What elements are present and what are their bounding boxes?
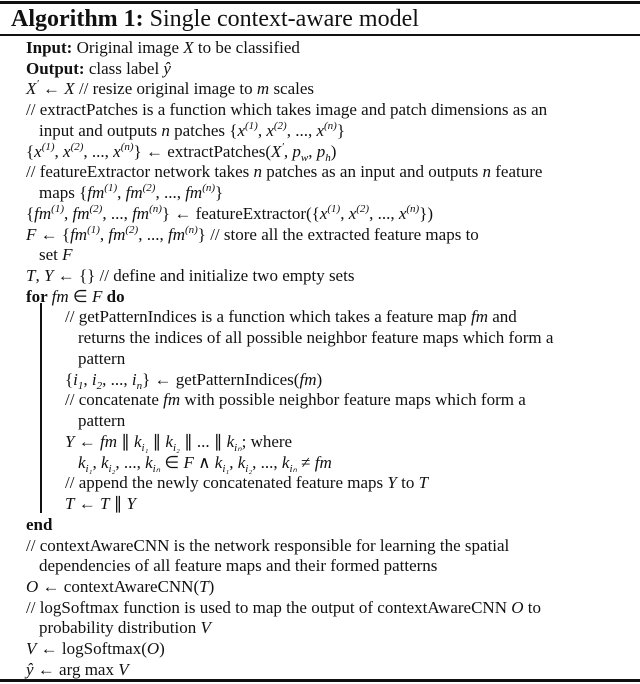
line-text: // resize original image to [74, 79, 257, 99]
math-symbol: k [100, 452, 109, 472]
line-text: pattern [78, 348, 126, 368]
math-symbol: k [226, 431, 235, 451]
algorithm-line [26, 142, 336, 163]
math-symbol: x [316, 120, 324, 140]
line-text: // featureExtractor network takes [26, 162, 254, 182]
math-symbol: (n) [406, 202, 420, 215]
algorithm-line [39, 183, 223, 204]
algorithm-line [26, 660, 129, 681]
math-symbol: (2) [273, 119, 287, 132]
line-text: ∥ [116, 431, 134, 451]
math-symbol: x [319, 203, 328, 223]
math-symbol: 1 [77, 379, 84, 392]
math-symbol: n [253, 162, 263, 182]
math-symbol: T [418, 473, 429, 493]
line-text: } ← getPatternIndices( [142, 369, 300, 389]
math-symbol: T [199, 576, 209, 596]
line-text: ← {} // define and initialize two empty sets [53, 266, 355, 286]
line-text: , [340, 203, 349, 223]
algorithm-line [78, 453, 332, 474]
algorithm-line [65, 494, 136, 515]
line-text: to [396, 473, 419, 493]
line-text: , [83, 369, 92, 389]
math-symbol: fm [108, 224, 126, 244]
line-text: , ..., [138, 224, 168, 244]
line-text: ; where [241, 431, 293, 451]
line-text: { [26, 203, 35, 223]
math-symbol: (n) [120, 140, 134, 153]
math-symbol: n [482, 162, 492, 182]
line-text: ) [208, 576, 215, 596]
math-symbol: h [325, 151, 331, 164]
algorithm-line [78, 328, 553, 349]
math-symbol: w [300, 151, 309, 164]
algorithm-line [26, 204, 433, 225]
algorithm-line [65, 432, 292, 453]
algorithm-line [78, 411, 125, 432]
math-symbol: (n) [202, 182, 216, 195]
keyword: Output: [26, 58, 85, 78]
line-text: set [39, 245, 63, 265]
line-text: , ..., [252, 452, 282, 472]
algorithm-line [65, 473, 428, 494]
math-symbol: fm [185, 183, 203, 203]
math-symbol: iₙ [152, 462, 161, 475]
math-symbol: ′ [281, 140, 284, 153]
math-symbol: iₙ [289, 462, 297, 475]
keyword: for [26, 286, 52, 306]
math-symbol: fm [99, 431, 117, 451]
keyword: end [26, 514, 53, 534]
math-symbol: k [133, 431, 142, 451]
math-symbol: i₂ [245, 462, 253, 475]
algorithm-line [65, 307, 517, 328]
math-symbol: 2 [96, 379, 103, 392]
algorithm-line [39, 556, 437, 577]
math-symbol: V [200, 618, 211, 638]
math-symbol: T [99, 494, 110, 514]
line-text: } ← featureExtractor({ [161, 203, 320, 223]
for-loop-bar [40, 303, 42, 512]
math-symbol: i [131, 369, 137, 389]
math-symbol: fm [167, 224, 185, 244]
math-symbol: (1) [327, 202, 341, 215]
line-text: scales [269, 79, 315, 99]
line-text: }) [419, 203, 434, 223]
math-symbol: ′ [36, 78, 39, 91]
algorithm-line [65, 390, 526, 411]
algorithm-line [26, 266, 354, 287]
math-symbol: x [34, 141, 42, 161]
line-text: // extractPatches is a function which takes image and patch dimensions as an [26, 100, 548, 120]
algorithm-line [26, 162, 542, 183]
math-symbol: T [26, 266, 36, 286]
math-symbol: k [145, 452, 153, 472]
line-text: maps { [39, 183, 88, 203]
math-symbol: i₁ [85, 462, 93, 475]
math-symbol: Y [387, 473, 397, 493]
math-symbol: (1) [245, 119, 258, 132]
line-text: to be classified [193, 38, 300, 57]
line-text: , ..., [102, 203, 133, 223]
math-symbol: fm [163, 390, 181, 410]
math-symbol: fm [125, 183, 143, 203]
math-symbol: F [26, 224, 37, 244]
algorithm-line [26, 59, 171, 80]
math-symbol: F [62, 245, 73, 265]
line-text: class label [84, 58, 164, 78]
line-text: patches { [169, 120, 238, 140]
algorithm-title: Single context-aware model [149, 6, 419, 32]
line-text: , ..., [286, 120, 317, 140]
line-text: } ← extractPatches( [133, 141, 272, 161]
math-symbol: F [183, 452, 194, 472]
math-symbol: O [511, 597, 524, 617]
line-text: dependencies of all feature maps and their formed patterns [39, 556, 438, 576]
algorithm-line [26, 598, 541, 619]
math-symbol: fm [470, 307, 488, 327]
math-symbol: (n) [149, 202, 162, 215]
algorithm-line [26, 225, 479, 246]
math-symbol: p [292, 141, 301, 161]
math-symbol: Y [43, 266, 54, 286]
line-text: , [308, 141, 317, 161]
math-symbol: (2) [89, 202, 103, 215]
math-symbol: x [113, 141, 121, 161]
line-text: , [117, 183, 126, 203]
line-text: , [229, 452, 238, 472]
math-symbol: k [165, 431, 173, 451]
math-symbol: x [348, 203, 357, 223]
algorithm-line [26, 536, 509, 557]
math-symbol: k [78, 452, 86, 472]
math-symbol: i₂ [172, 441, 180, 454]
line-text: , ..., [115, 452, 146, 472]
math-symbol: m [256, 79, 270, 99]
caption-rule [0, 34, 640, 36]
math-symbol: F [91, 286, 103, 306]
math-symbol: x [266, 120, 274, 140]
line-text: // getPatternIndices is a function which takes a feature map [65, 307, 471, 327]
line-text: ≠ [296, 452, 315, 472]
math-symbol: (n) [184, 223, 198, 236]
line-text: // concatenate [65, 390, 164, 410]
line-text: } // store all the extracted feature maps to [197, 224, 479, 244]
math-symbol: (1) [87, 223, 100, 236]
line-text: ← logSoftmax( [36, 639, 147, 659]
algorithm-line [26, 100, 547, 121]
line-text: and [487, 307, 517, 327]
math-symbol: ŷ [26, 659, 34, 679]
algorithm-label: Algorithm 1: [11, 6, 144, 32]
math-symbol: x [237, 120, 245, 140]
line-text: // contextAwareCNN is the network responsible for learning the spatial [26, 535, 510, 555]
math-symbol: iₙ [234, 441, 242, 454]
math-symbol: k [214, 452, 223, 472]
line-text: ∈ [68, 286, 92, 306]
line-text: input and outputs [39, 120, 162, 140]
math-symbol: i₁ [141, 441, 149, 454]
algorithm-line [39, 121, 345, 142]
line-text: Original image [72, 38, 184, 57]
math-symbol: (2) [142, 182, 156, 195]
math-symbol: (n) [324, 119, 337, 132]
math-symbol: fm [70, 224, 88, 244]
line-text: , [99, 224, 109, 244]
line-text: // append the newly concatenated feature maps [65, 473, 388, 493]
line-text: } [336, 120, 345, 140]
line-text: ∈ [160, 452, 184, 472]
math-symbol: k [237, 452, 246, 472]
line-text: ∥ ... ∥ [179, 431, 227, 451]
math-symbol: O [26, 576, 39, 596]
line-text: , [283, 141, 293, 161]
math-symbol: V [118, 659, 129, 679]
line-text: ∥ [109, 494, 127, 514]
math-symbol: (2) [125, 223, 139, 236]
algorithm-line [26, 515, 52, 536]
math-symbol: x [398, 203, 407, 223]
line-text: , [64, 203, 73, 223]
algorithm-line [26, 577, 214, 598]
algorithm-line [65, 370, 322, 391]
line-text: feature [491, 162, 543, 182]
line-text: patches as an input and outputs [262, 162, 483, 182]
math-symbol: X [26, 79, 37, 99]
algorithm-line [39, 245, 73, 266]
line-text: ← { [36, 224, 71, 244]
math-symbol: fm [87, 183, 105, 203]
math-symbol: fm [51, 286, 69, 306]
line-text: , ..., [83, 141, 114, 161]
math-symbol: fm [314, 452, 332, 472]
math-symbol: i [73, 369, 78, 389]
line-text: // logSoftmax function is used to map the output of contextAwareCNN [26, 597, 512, 617]
line-text: with possible neighbor feature maps which form a [180, 390, 526, 410]
math-symbol: n [161, 120, 170, 140]
line-text: ) [316, 369, 323, 389]
line-text: ∧ [193, 452, 215, 472]
line-text: ← [74, 494, 100, 514]
line-text: , [35, 266, 44, 286]
math-symbol: i₁ [222, 462, 230, 475]
line-text: , ..., [102, 369, 132, 389]
line-text: } [215, 183, 224, 203]
line-text: { [26, 141, 35, 161]
math-symbol: Y [65, 431, 75, 451]
math-symbol: Y [126, 494, 136, 514]
math-symbol: i [91, 369, 97, 389]
math-symbol: (1) [104, 182, 118, 195]
algorithm-caption [11, 4, 419, 34]
math-symbol: ŷ [163, 58, 171, 78]
math-symbol: (2) [356, 202, 370, 215]
math-symbol: V [26, 639, 37, 659]
line-text: returns the indices of all possible neighbor feature maps which form a [78, 328, 554, 348]
line-text: pattern [78, 411, 126, 431]
line-text: , ..., [155, 183, 186, 203]
math-symbol: (1) [51, 202, 64, 215]
math-symbol: X [271, 141, 282, 161]
math-symbol: n [136, 379, 143, 392]
bottom-rule [0, 679, 640, 682]
line-text: ← [38, 79, 65, 99]
line-text: ← arg max [33, 659, 119, 679]
math-symbol: fm [72, 203, 90, 223]
line-text: probability distribution [39, 618, 201, 638]
math-symbol: p [316, 141, 326, 161]
line-text: { [65, 369, 74, 389]
math-symbol: k [281, 452, 290, 472]
line-text: ← [74, 431, 100, 451]
math-symbol: fm [34, 203, 52, 223]
line-text: to [523, 597, 541, 617]
line-text: , [257, 120, 267, 140]
line-text: ) [330, 141, 337, 161]
math-symbol: O [146, 639, 160, 659]
algorithm-line [26, 639, 165, 660]
algorithm-line [78, 349, 125, 370]
math-symbol: T [65, 494, 75, 514]
keyword: Input: [26, 38, 73, 57]
math-symbol: x [63, 141, 71, 161]
keyword: do [102, 286, 125, 306]
math-symbol: X [64, 79, 75, 99]
math-symbol: X [183, 38, 194, 57]
line-text: ) [159, 639, 165, 659]
line-text: , [54, 141, 64, 161]
algorithm-line [26, 79, 314, 100]
math-symbol: fm [299, 369, 317, 389]
math-symbol: fm [132, 203, 150, 223]
line-text: , [92, 452, 101, 472]
math-symbol: (1) [41, 140, 55, 153]
algorithm-line [26, 287, 125, 308]
algorithm-line [26, 38, 300, 59]
algorithm-line [39, 618, 211, 639]
line-text: , ..., [369, 203, 399, 223]
math-symbol: (2) [70, 140, 84, 153]
line-text: ← contextAwareCNN( [38, 576, 200, 596]
math-symbol: i₂ [108, 462, 116, 475]
line-text: ∥ [148, 431, 166, 451]
